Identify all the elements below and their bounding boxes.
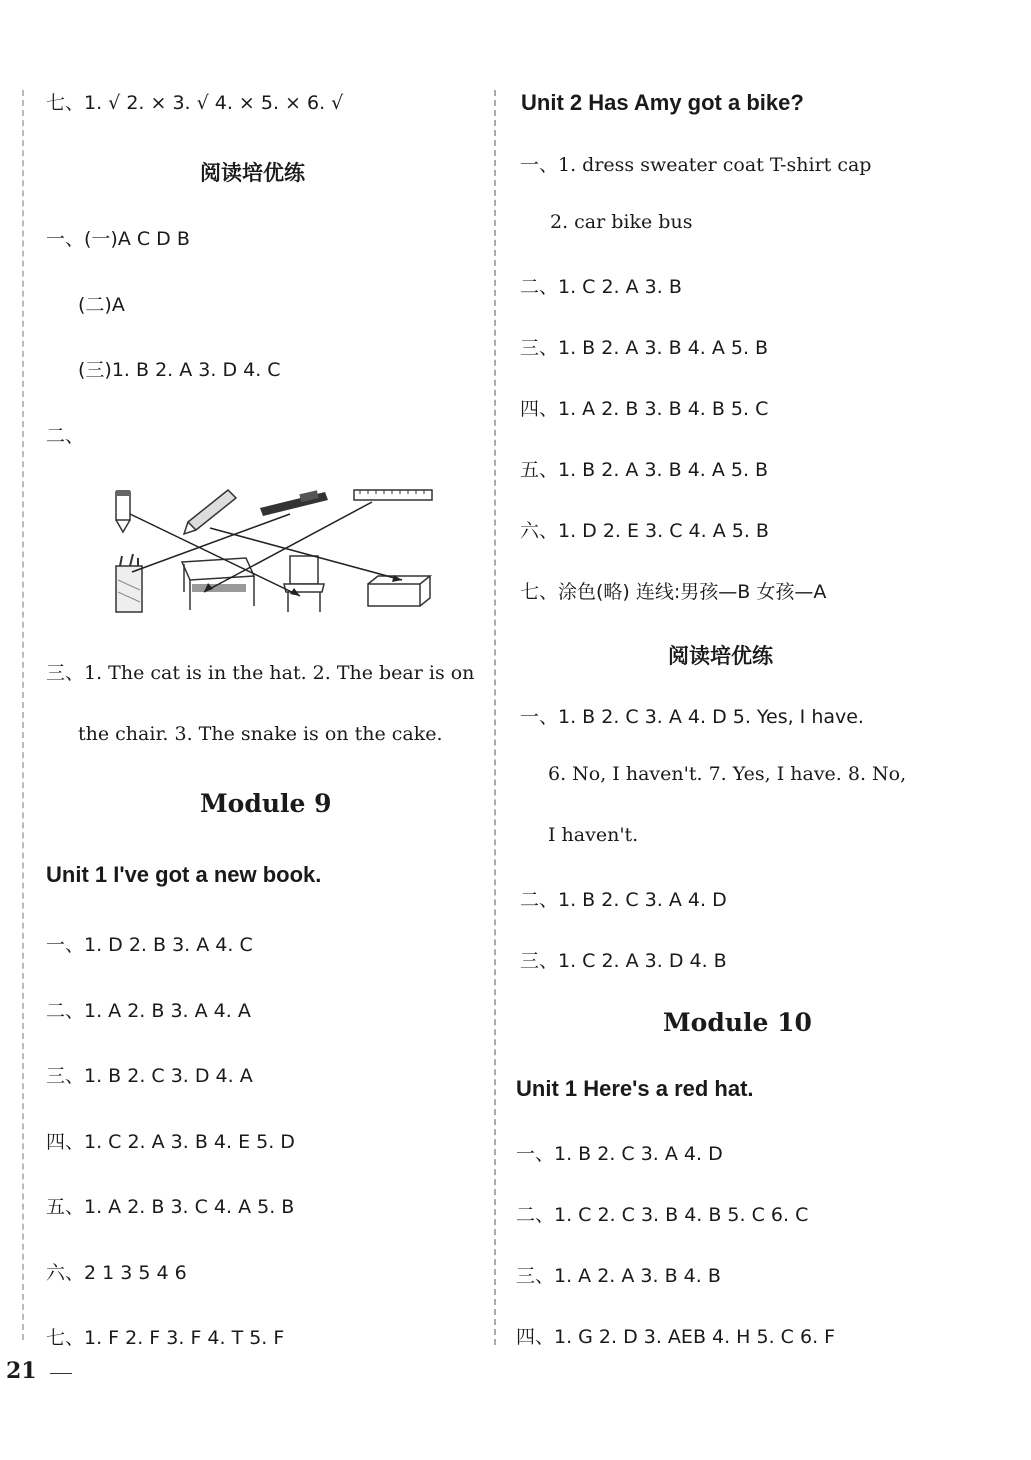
answer-line: 三、1. A 2. A 3. B 4. B bbox=[516, 1265, 721, 1287]
answer-line: 2. car bike bus bbox=[550, 211, 693, 233]
answer-line: 二、1. B 2. C 3. A 4. D bbox=[520, 889, 727, 911]
reading-practice-title: 阅读培优练 bbox=[200, 161, 305, 185]
answer-line: 一、1. B 2. C 3. A 4. D bbox=[516, 1143, 723, 1165]
answer-line: 二、 bbox=[46, 425, 85, 447]
answer-line: 六、1. D 2. E 3. C 4. A 5. B bbox=[520, 520, 769, 542]
pen-icon bbox=[260, 490, 328, 516]
answer-line: 二、1. A 2. B 3. A 4. A bbox=[46, 1000, 251, 1022]
answer-line: 三、1. The cat is in the hat. 2. The bear is on bbox=[46, 662, 475, 684]
page-number-dash bbox=[50, 1373, 72, 1374]
answer-line: 一、1. dress sweater coat T-shirt cap bbox=[520, 154, 872, 176]
reading-practice-title: 阅读培优练 bbox=[668, 644, 773, 668]
answer-line: 四、1. A 2. B 3. B 4. B 5. C bbox=[520, 398, 769, 420]
left-margin-line bbox=[22, 90, 24, 1340]
ruler-icon bbox=[354, 490, 432, 500]
answer-line: 二、1. C 2. A 3. B bbox=[520, 276, 682, 298]
answer-line: 七、1. √ 2. × 3. √ 4. × 5. × 6. √ bbox=[46, 92, 344, 114]
answer-line: I haven't. bbox=[548, 824, 639, 846]
module-10-title: Module 10 bbox=[663, 1008, 812, 1037]
answer-line: 一、1. B 2. C 3. A 4. D 5. Yes, I have. bbox=[520, 706, 864, 728]
answer-line: 四、1. G 2. D 3. AEB 4. H 5. C 6. F bbox=[516, 1326, 836, 1348]
answer-line: 6. No, I haven't. 7. Yes, I have. 8. No, bbox=[548, 763, 907, 785]
answer-line: 三、1. B 2. C 3. D 4. A bbox=[46, 1065, 253, 1087]
answer-line: (三)1. B 2. A 3. D 4. C bbox=[78, 359, 281, 381]
answer-line: 五、1. A 2. B 3. C 4. A 5. B bbox=[46, 1196, 295, 1218]
answer-line: 三、1. B 2. A 3. B 4. A 5. B bbox=[520, 337, 769, 359]
page-number: 21 bbox=[6, 1358, 37, 1384]
answer-line: 四、1. C 2. A 3. B 4. E 5. D bbox=[46, 1131, 295, 1153]
answer-line: the chair. 3. The snake is on the cake. bbox=[78, 723, 443, 745]
answer-line: 二、1. C 2. C 3. B 4. B 5. C 6. C bbox=[516, 1204, 809, 1226]
answer-line: 一、1. D 2. B 3. A 4. C bbox=[46, 934, 253, 956]
pencil-icon bbox=[184, 490, 236, 534]
matching-illustration bbox=[100, 480, 450, 620]
answer-line: 一、(一)A C D B bbox=[46, 228, 190, 250]
answer-line: 三、1. C 2. A 3. D 4. B bbox=[520, 950, 727, 972]
answer-line: 五、1. B 2. A 3. B 4. A 5. B bbox=[520, 459, 769, 481]
matching-lines bbox=[130, 502, 402, 596]
answer-line: 六、2 1 3 5 4 6 bbox=[46, 1262, 187, 1284]
unit-1-title: Unit 1 Here's a red hat. bbox=[516, 1076, 754, 1101]
answer-line: 七、涂色(略) 连线:男孩—B 女孩—A bbox=[520, 581, 827, 603]
column-divider bbox=[494, 90, 496, 1345]
pencil-case-icon bbox=[116, 554, 142, 612]
answer-line: 七、1. F 2. F 3. F 4. T 5. F bbox=[46, 1327, 285, 1349]
module-9-title: Module 9 bbox=[200, 789, 332, 818]
chair-icon bbox=[284, 556, 324, 612]
answer-line: (二)A bbox=[78, 294, 125, 316]
unit-2-title: Unit 2 Has Amy got a bike? bbox=[521, 90, 804, 115]
pencil-sharpener-icon bbox=[116, 490, 130, 532]
unit-1-title: Unit 1 I've got a new book. bbox=[46, 862, 322, 887]
